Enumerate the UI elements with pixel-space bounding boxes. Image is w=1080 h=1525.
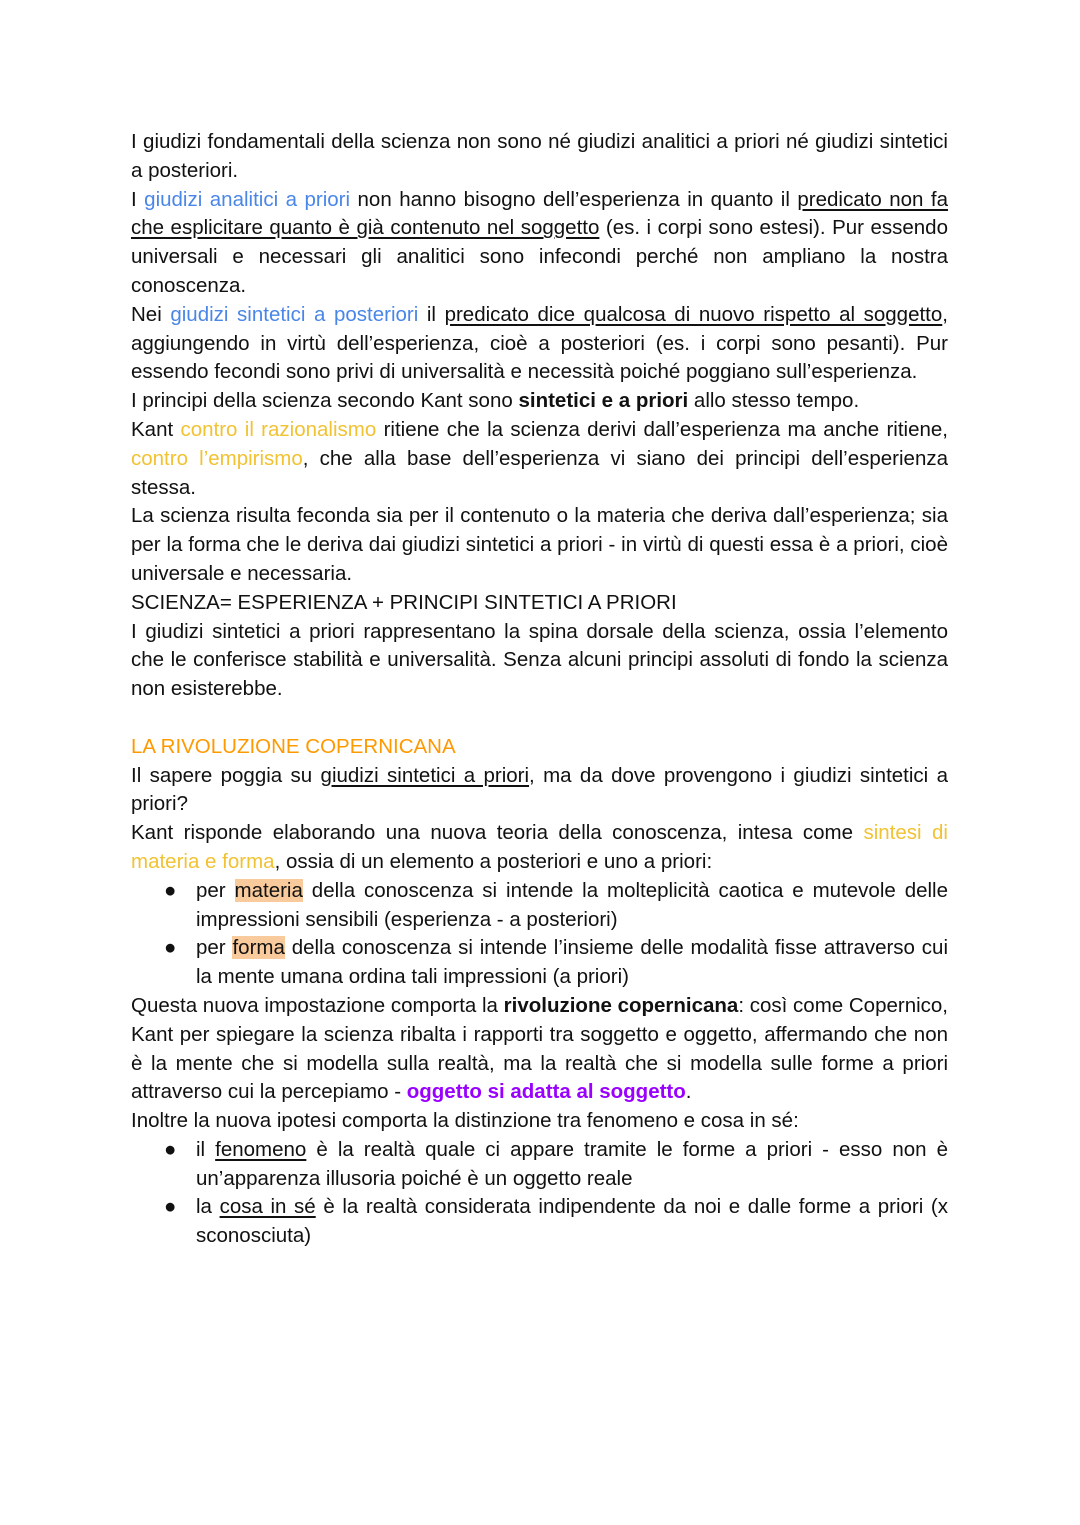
bullet-icon: ● xyxy=(164,1137,177,1161)
underlined-definition: predicato non fa che esplicitare quanto è già contenuto nel soggetto xyxy=(131,187,948,240)
underlined-definition: predicato dice qualcosa di nuovo rispetto al soggetto xyxy=(444,302,943,326)
bullet-icon: ● xyxy=(164,878,177,902)
purple-object-adapts: oggetto si adatta al soggetto xyxy=(406,1080,686,1104)
list-matter-form xyxy=(131,877,948,992)
highlighted-term: forma xyxy=(232,936,285,960)
paragraph-fertile-science: La scienza risulta feconda sia per il contenuto o la materia che deriva dall’esperienza; sia per la forma che le deriva dai giudizi sintetici a priori - in virtù di questi essa è a priori, cioè universale e necessaria. xyxy=(131,504,948,585)
term-synthetic-a-posteriori: giudizi sintetici a posteriori xyxy=(170,302,419,326)
paragraph-new-theory: Kant risponde elaborando una nuova teoria della conoscenza, intesa come sintesi di materia e forma, ossia di un elemento a posteriori e uno a priori: xyxy=(131,821,948,873)
list-item: ● il fenomeno è la realtà quale ci appare tramite le forme a priori - esso non è un’apparenza illusoria poiché è un oggetto reale xyxy=(164,1137,948,1190)
bold-copernican: rivoluzione copernicana xyxy=(503,993,739,1017)
paragraph-analytic-judgments: I giudizi analitici a priori non hanno bisogno dell’esperienza in quanto il predicato non fa che esplicitare quanto è già contenuto nel soggetto (es. i corpi sono estesi). Pur essendo universali e necessari gli analitici sono infecondi perché non ampliano la nostra conoscenza. xyxy=(131,187,948,297)
term-analytic-a-priori: giudizi analitici a priori xyxy=(144,187,351,211)
term-synthesis: sintesi di materia e forma xyxy=(131,821,948,873)
list-item: ● per materia della conoscenza si intende la molteplicità caotica e mutevole delle impressioni sensibili (esperienza - a posteriori) xyxy=(164,878,948,931)
bold-synthetic-a-priori: sintetici e a priori xyxy=(518,389,689,413)
bullet-icon: ● xyxy=(164,936,177,960)
paragraph-rationalism-empiricism: Kant contro il razionalismo ritiene che la scienza derivi dall’esperienza ma anche ritiene, contro l’empirismo, che alla base dell’esperienza vi siano dei principi dell’esperienza stessa. xyxy=(131,417,948,499)
underlined-term: giudizi sintetici a priori xyxy=(320,763,530,787)
list-item: ● la cosa in sé è la realtà considerata indipendente da noi e dalle forme a priori (x sconosciuta) xyxy=(164,1195,948,1248)
paragraph-copernican-revolution: Questa nuova impostazione comporta la rivoluzione copernicana: così come Copernico, Kant per spiegare la scienza ribalta i rapporti tra soggetto e oggetto, affermando che non è la mente che si modella sulla realtà, ma la realtà che si modella sulle forme a priori attraverso cui la percepiamo - oggetto si adatta al soggetto. xyxy=(131,993,949,1104)
underlined-term: fenomeno xyxy=(215,1137,307,1161)
formula-science: SCIENZA= ESPERIENZA + PRINCIPI SINTETICI A PRIORI xyxy=(131,590,677,614)
paragraph-kant-principles: I principi della scienza secondo Kant sono sintetici e a priori allo stesso tempo. xyxy=(131,389,860,413)
paragraph-phenomenon-intro: Inoltre la nuova ipotesi comporta la distinzione tra fenomeno e cosa in sé: xyxy=(131,1109,799,1133)
term-against-rationalism: contro il razionalismo xyxy=(180,417,377,441)
paragraph-knowledge-question: Il sapere poggia su giudizi sintetici a priori, ma da dove provengono i giudizi sintetici a priori? xyxy=(131,763,948,816)
paragraph-synthetic-a-posteriori: Nei giudizi sintetici a posteriori il predicato dice qualcosa di nuovo rispetto al soggetto, aggiungendo in virtù dell’esperienza, cioè a posteriori (es. i corpi sono pesanti). Pur essendo fecondi sono privi di universalità e necessità poiché poggiano sull’esperienza. xyxy=(131,302,948,384)
spacer xyxy=(131,704,948,733)
list-phenomenon-thing xyxy=(131,1136,948,1251)
paragraph-backbone: I giudizi sintetici a priori rappresentano la spina dorsale della scienza, ossia l’elemento che le conferisce stabilità e universalità. Senza alcuni principi assoluti di fondo la scienza non esisterebbe. xyxy=(131,619,948,701)
section-heading: LA RIVOLUZIONE COPERNICANA xyxy=(131,734,456,758)
bullet-icon: ● xyxy=(164,1195,177,1219)
highlighted-term: materia xyxy=(234,878,303,902)
underlined-term: cosa in sé xyxy=(219,1195,316,1219)
term-against-empiricism: contro l’empirismo xyxy=(131,446,303,470)
paragraph-intro: I giudizi fondamentali della scienza non sono né giudizi analitici a priori né giudizi sintetici a posteriori. xyxy=(131,130,948,182)
list-item: ● per forma della conoscenza si intende l’insieme delle modalità fisse attraverso cui la mente umana ordina tali impressioni (a priori) xyxy=(164,936,948,989)
document-page xyxy=(131,128,948,1251)
